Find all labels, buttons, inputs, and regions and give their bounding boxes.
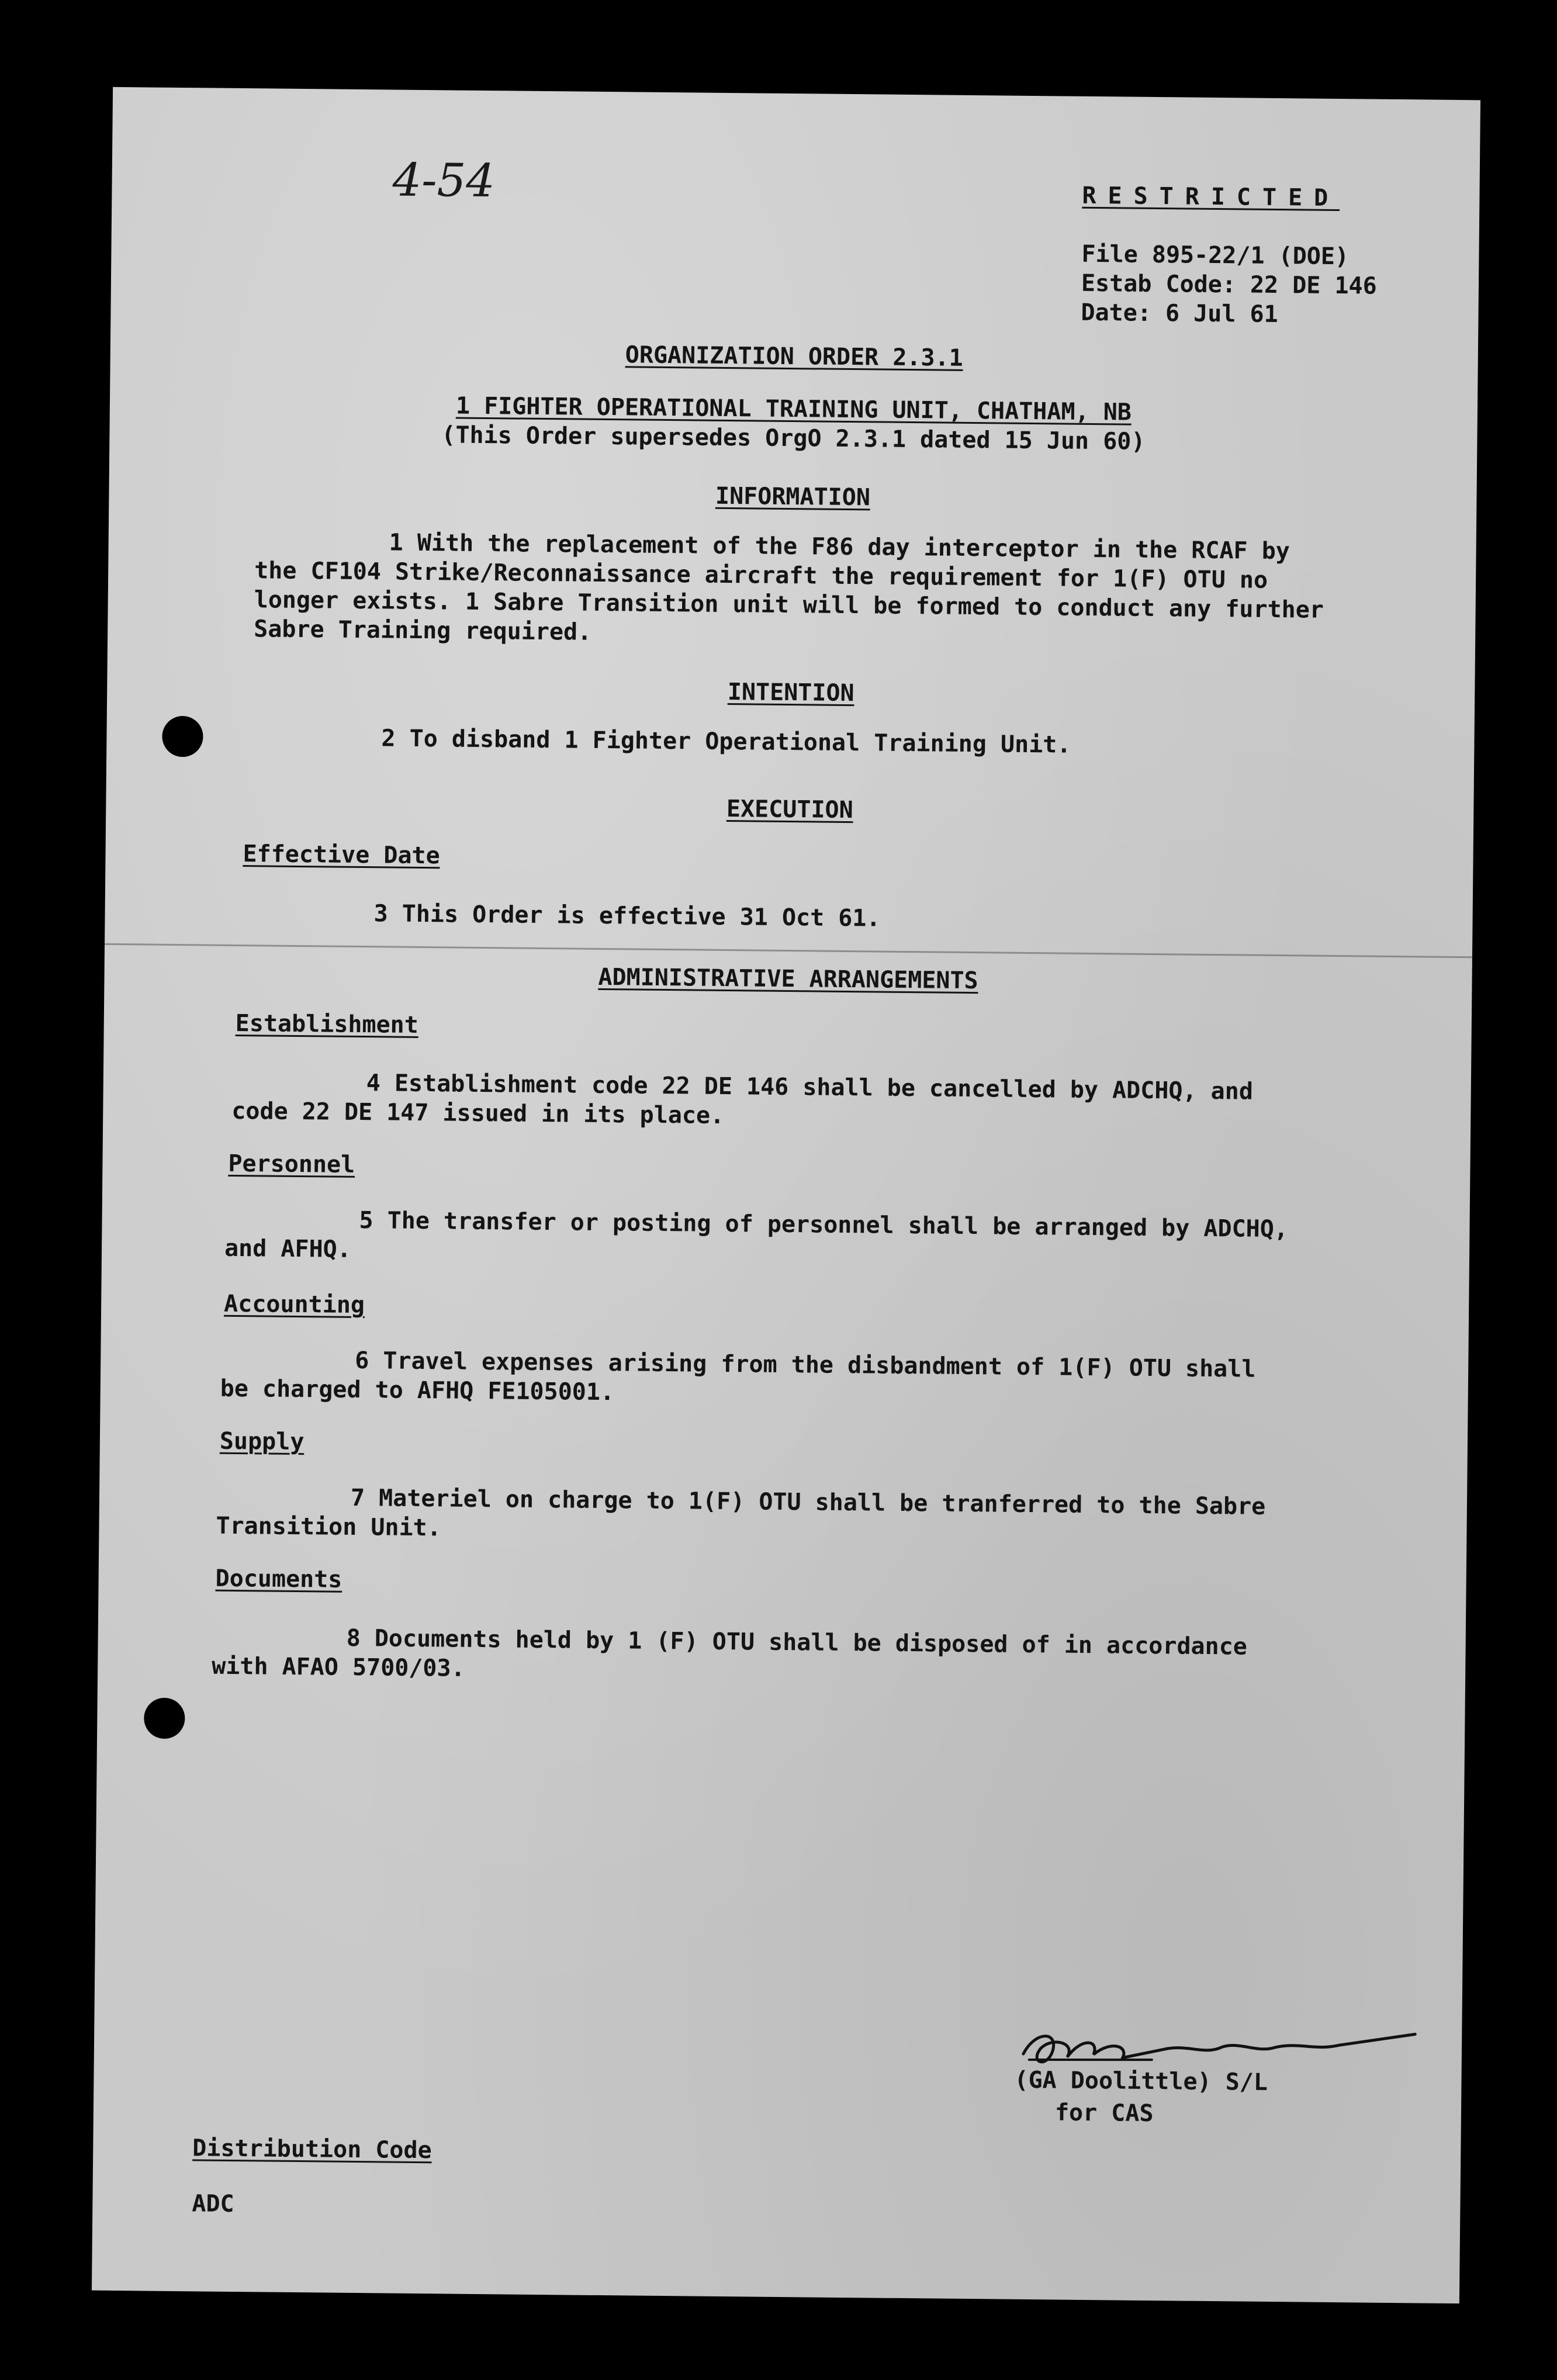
paragraph-5: 5 The transfer or posting of personnel shall be arranged by ADCHQ, and AFHQ. bbox=[224, 1206, 1289, 1263]
information-heading: INFORMATION bbox=[715, 482, 871, 511]
estab-code: Estab Code: 22 DE 146 bbox=[1081, 269, 1377, 300]
paragraph-1: 1 With the replacement of the F86 day interceptor in the RCAF by the CF104 Strike/Reconnaissance aircraft the requirement for 1(F) OTU no longer exists. 1 Sabre Transition unit will be formed to conduct any further Sabre Training required. bbox=[254, 529, 1324, 646]
paragraph-2: 2 To disband 1 Fighter Operational Training Unit. bbox=[381, 725, 1071, 759]
admin-arrangements-heading: ADMINISTRATIVE ARRANGEMENTS bbox=[598, 963, 978, 995]
supply-heading: Supply bbox=[219, 1427, 305, 1456]
paragraph-8: 8 Documents held by 1 (F) OTU shall be disposed of in accordance with AFAO 5700/03. bbox=[212, 1624, 1248, 1682]
paragraph-4: 4 Establishment code 22 DE 146 shall be cancelled by ADCHQ, and code 22 DE 147 issued in its place. bbox=[231, 1070, 1254, 1129]
intention-heading: INTENTION bbox=[727, 679, 854, 707]
accounting-heading: Accounting bbox=[223, 1290, 365, 1319]
fold-line bbox=[105, 943, 1472, 958]
unit-title: 1 FIGHTER OPERATIONAL TRAINING UNIT, CHATHAM, NB bbox=[455, 392, 1132, 426]
punch-hole-lower bbox=[144, 1697, 185, 1739]
signatory-for: for CAS bbox=[1054, 2099, 1154, 2128]
supersedes-note: (This Order supersedes OrgO 2.3.1 dated 15 Jun 60) bbox=[441, 421, 1146, 455]
signatory-name: (GA Doolittle) S/L bbox=[1014, 2066, 1268, 2096]
establishment-heading: Establishment bbox=[235, 1009, 419, 1039]
paragraph-6: 6 Travel expenses arising from the disbandment of 1(F) OTU shall be charged to AFHQ FE105001. bbox=[220, 1347, 1256, 1406]
execution-heading: EXECUTION bbox=[726, 795, 853, 824]
paragraph-7: 7 Materiel on charge to 1(F) OTU shall be tranferred to the Sabre Transition Unit. bbox=[216, 1484, 1266, 1542]
classification-marking: RESTRICTED bbox=[1082, 182, 1340, 212]
document-page bbox=[92, 87, 1480, 2303]
punch-hole-upper bbox=[162, 716, 203, 757]
documents-heading: Documents bbox=[215, 1565, 342, 1593]
handwritten-number: 4-54 bbox=[392, 154, 496, 208]
effective-date-heading: Effective Date bbox=[243, 840, 440, 870]
paragraph-3: 3 This Order is effective 31 Oct 61. bbox=[373, 900, 881, 932]
personnel-heading: Personnel bbox=[228, 1150, 355, 1178]
document-date: Date: 6 Jul 61 bbox=[1081, 299, 1278, 328]
order-title: ORGANIZATION ORDER 2.3.1 bbox=[625, 341, 963, 372]
distribution-code-value: ADC bbox=[192, 2190, 234, 2218]
distribution-code-heading: Distribution Code bbox=[192, 2135, 432, 2164]
file-reference: File 895-22/1 (DOE) bbox=[1081, 240, 1350, 271]
